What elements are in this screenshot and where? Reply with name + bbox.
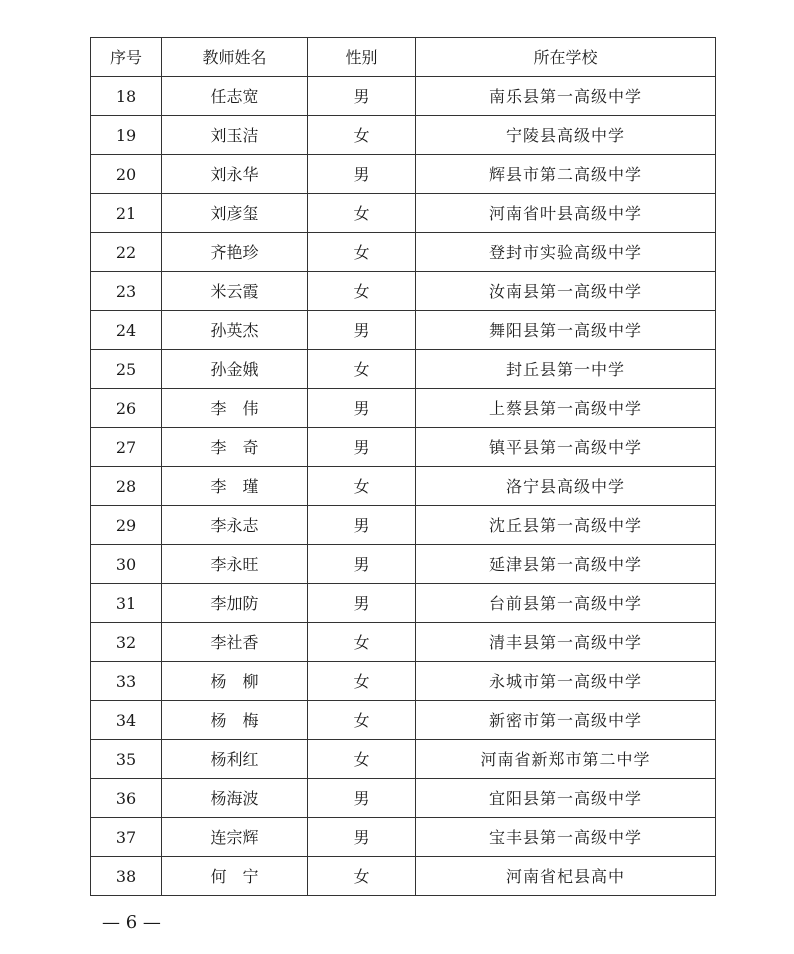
cell-serial-number: 20: [91, 155, 162, 194]
cell-teacher-name: 杨 梅: [162, 701, 308, 740]
cell-school: 沈丘县第一高级中学: [416, 506, 716, 545]
table-row: [91, 311, 716, 350]
cell-gender: 女: [308, 194, 416, 233]
cell-teacher-name: 李 伟: [162, 389, 308, 428]
cell-serial-number: 23: [91, 272, 162, 311]
cell-school: 南乐县第一高级中学: [416, 77, 716, 116]
cell-gender: 男: [308, 506, 416, 545]
cell-school: 河南省叶县高级中学: [416, 194, 716, 233]
cell-gender: 男: [308, 428, 416, 467]
table-body: [91, 77, 716, 896]
page-number: — 6 —: [102, 912, 161, 933]
cell-school: 洛宁县高级中学: [416, 467, 716, 506]
cell-school: 台前县第一高级中学: [416, 584, 716, 623]
table-row: [91, 545, 716, 584]
cell-gender: 女: [308, 857, 416, 896]
cell-school: 舞阳县第一高级中学: [416, 311, 716, 350]
cell-teacher-name: 任志宽: [162, 77, 308, 116]
header-teacher-name: 教师姓名: [162, 38, 308, 77]
table-row: [91, 350, 716, 389]
cell-serial-number: 37: [91, 818, 162, 857]
cell-teacher-name: 杨 柳: [162, 662, 308, 701]
table-row: [91, 194, 716, 233]
cell-gender: 男: [308, 779, 416, 818]
cell-school: 延津县第一高级中学: [416, 545, 716, 584]
cell-serial-number: 28: [91, 467, 162, 506]
cell-serial-number: 38: [91, 857, 162, 896]
cell-gender: 男: [308, 584, 416, 623]
cell-teacher-name: 连宗辉: [162, 818, 308, 857]
cell-teacher-name: 李永旺: [162, 545, 308, 584]
teacher-roster-table: [90, 37, 716, 896]
header-school: 所在学校: [416, 38, 716, 77]
cell-teacher-name: 孙金娥: [162, 350, 308, 389]
cell-school: 上蔡县第一高级中学: [416, 389, 716, 428]
cell-school: 宝丰县第一高级中学: [416, 818, 716, 857]
cell-school: 辉县市第二高级中学: [416, 155, 716, 194]
cell-gender: 女: [308, 701, 416, 740]
cell-teacher-name: 李永志: [162, 506, 308, 545]
cell-school: 登封市实验高级中学: [416, 233, 716, 272]
cell-school: 清丰县第一高级中学: [416, 623, 716, 662]
cell-teacher-name: 杨利红: [162, 740, 308, 779]
cell-teacher-name: 李 奇: [162, 428, 308, 467]
cell-serial-number: 18: [91, 77, 162, 116]
cell-gender: 男: [308, 818, 416, 857]
cell-gender: 女: [308, 350, 416, 389]
cell-serial-number: 27: [91, 428, 162, 467]
cell-school: 宁陵县高级中学: [416, 116, 716, 155]
table-row: [91, 740, 716, 779]
cell-teacher-name: 孙英杰: [162, 311, 308, 350]
cell-serial-number: 32: [91, 623, 162, 662]
cell-serial-number: 22: [91, 233, 162, 272]
cell-gender: 男: [308, 311, 416, 350]
table-row: [91, 155, 716, 194]
cell-serial-number: 34: [91, 701, 162, 740]
cell-gender: 女: [308, 467, 416, 506]
cell-school: 永城市第一高级中学: [416, 662, 716, 701]
cell-gender: 女: [308, 623, 416, 662]
table-row: [91, 818, 716, 857]
table-row: [91, 233, 716, 272]
cell-serial-number: 25: [91, 350, 162, 389]
table-header-row: [91, 38, 716, 77]
table-row: [91, 77, 716, 116]
cell-serial-number: 26: [91, 389, 162, 428]
cell-teacher-name: 李社香: [162, 623, 308, 662]
table-row: [91, 662, 716, 701]
cell-teacher-name: 杨海波: [162, 779, 308, 818]
table-row: [91, 701, 716, 740]
cell-serial-number: 19: [91, 116, 162, 155]
table-row: [91, 857, 716, 896]
cell-school: 新密市第一高级中学: [416, 701, 716, 740]
cell-serial-number: 31: [91, 584, 162, 623]
table-row: [91, 584, 716, 623]
cell-teacher-name: 李 瑾: [162, 467, 308, 506]
cell-gender: 男: [308, 155, 416, 194]
cell-school: 镇平县第一高级中学: [416, 428, 716, 467]
cell-teacher-name: 米云霞: [162, 272, 308, 311]
cell-gender: 女: [308, 272, 416, 311]
table-row: [91, 272, 716, 311]
cell-teacher-name: 刘彦玺: [162, 194, 308, 233]
table-row: [91, 389, 716, 428]
cell-school: 封丘县第一中学: [416, 350, 716, 389]
cell-serial-number: 21: [91, 194, 162, 233]
cell-gender: 男: [308, 77, 416, 116]
cell-teacher-name: 李加防: [162, 584, 308, 623]
cell-school: 汝南县第一高级中学: [416, 272, 716, 311]
cell-teacher-name: 刘永华: [162, 155, 308, 194]
table-row: [91, 428, 716, 467]
cell-gender: 女: [308, 233, 416, 272]
cell-serial-number: 35: [91, 740, 162, 779]
cell-gender: 男: [308, 545, 416, 584]
cell-serial-number: 29: [91, 506, 162, 545]
table-row: [91, 623, 716, 662]
cell-gender: 女: [308, 740, 416, 779]
cell-serial-number: 33: [91, 662, 162, 701]
cell-teacher-name: 齐艳珍: [162, 233, 308, 272]
cell-serial-number: 36: [91, 779, 162, 818]
table-row: [91, 506, 716, 545]
table-row: [91, 116, 716, 155]
cell-serial-number: 24: [91, 311, 162, 350]
cell-school: 河南省杞县高中: [416, 857, 716, 896]
cell-teacher-name: 刘玉洁: [162, 116, 308, 155]
table-row: [91, 779, 716, 818]
cell-gender: 女: [308, 116, 416, 155]
header-gender: 性别: [308, 38, 416, 77]
cell-teacher-name: 何 宁: [162, 857, 308, 896]
cell-gender: 女: [308, 662, 416, 701]
table-row: [91, 467, 716, 506]
cell-school: 河南省新郑市第二中学: [416, 740, 716, 779]
cell-school: 宜阳县第一高级中学: [416, 779, 716, 818]
cell-gender: 男: [308, 389, 416, 428]
cell-serial-number: 30: [91, 545, 162, 584]
header-serial-number: 序号: [91, 38, 162, 77]
